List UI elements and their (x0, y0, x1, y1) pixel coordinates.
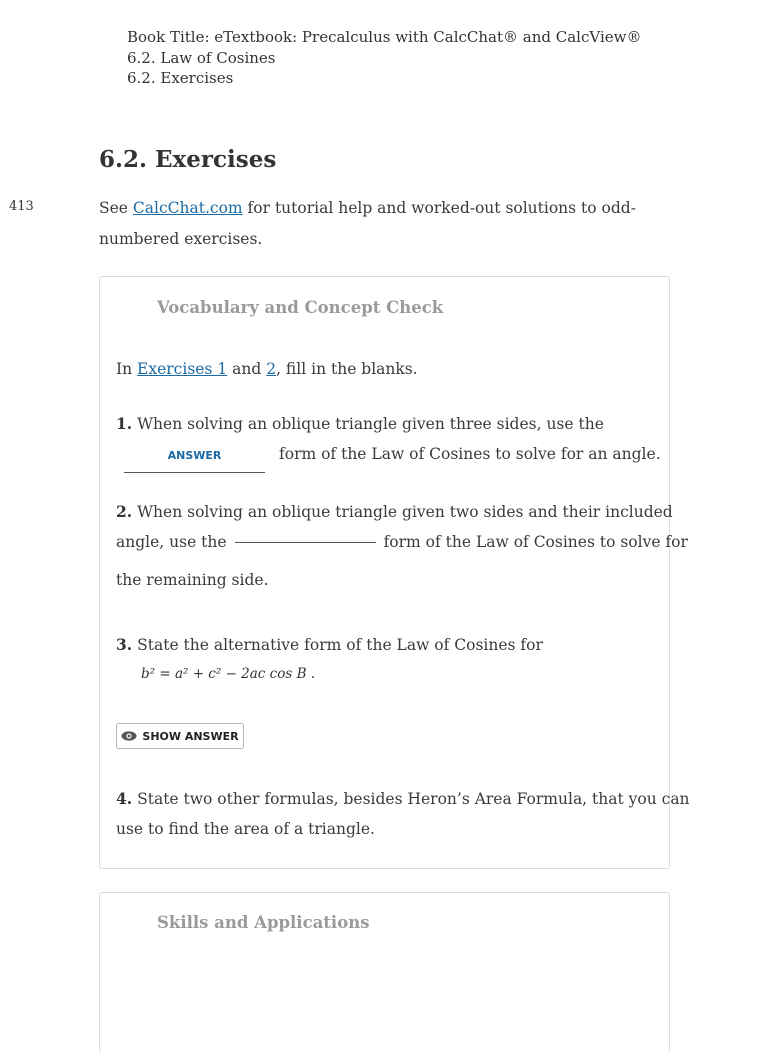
instruction-post: , fill in the blanks. (276, 360, 418, 378)
question-2-text-1: When solving an oblique triangle given two sides and their included (132, 503, 673, 521)
intro-paragraph (99, 193, 669, 255)
question-1-text-1: When solving an oblique triangle given three sides, use the (132, 415, 604, 433)
question-2-number: 2. (116, 502, 133, 521)
breadcrumb-section[interactable]: 6.2. Law of Cosines (127, 48, 276, 67)
intro-rest: for tutorial help and worked-out solutions to odd-numbered exercises. (99, 199, 636, 248)
fill-in-blank (235, 542, 376, 543)
question-2-line-2 (116, 527, 688, 558)
exercises-1-link[interactable]: Exercises 1 (137, 360, 228, 378)
question-3-text: State the alternative form of the Law of Cosines for (137, 636, 543, 654)
show-answer-button[interactable] (116, 723, 244, 749)
calcchat-link[interactable]: CalcChat.com (132, 199, 243, 217)
question-2-line-1 (116, 496, 673, 528)
exercise-2-link[interactable]: 2 (266, 360, 277, 378)
question-4-line-1 (116, 783, 690, 815)
question-2-line-3: the remaining side. (116, 571, 269, 589)
skills-panel (99, 892, 670, 1053)
vocabulary-heading: Vocabulary and Concept Check (157, 298, 444, 317)
question-4-number: 4. (116, 789, 133, 808)
intro-see: See (99, 199, 133, 217)
breadcrumb-book-title: Book Title: eTextbook: Precalculus with CalcChat® and CalcView® (127, 28, 642, 46)
law-of-cosines-equation: b² = a² + c² − 2ac cos B . (141, 666, 316, 682)
instruction-pre: In (116, 360, 138, 378)
breadcrumb (127, 27, 641, 89)
page-title: 6.2. Exercises (99, 146, 277, 173)
question-4-line-2: use to find the area of a triangle. (116, 820, 375, 838)
question-1-number: 1. (116, 414, 133, 433)
page-number: 413 (9, 199, 34, 214)
eye-icon (121, 731, 137, 741)
question-3-line-1 (116, 629, 543, 661)
vocabulary-panel (99, 276, 690, 869)
exercise-instruction (116, 354, 418, 385)
question-4-text-1: State two other formulas, besides Heron’s Area Formula, that you can (132, 790, 690, 808)
question-2-text-2a: angle, use the (116, 533, 227, 551)
question-3-number: 3. (116, 635, 133, 654)
instruction-mid: and (227, 360, 267, 378)
breadcrumb-subsection[interactable]: 6.2. Exercises (127, 69, 234, 87)
question-1-line-1 (116, 408, 604, 440)
answer-blank-button[interactable]: ANSWER (124, 442, 265, 473)
question-1-line-2: form of the Law of Cosines to solve for an angle. (279, 445, 661, 463)
skills-heading: Skills and Applications (157, 913, 370, 932)
question-2-text-2b: form of the Law of Cosines to solve for (383, 533, 688, 551)
show-answer-label: SHOW ANSWER (142, 729, 239, 743)
